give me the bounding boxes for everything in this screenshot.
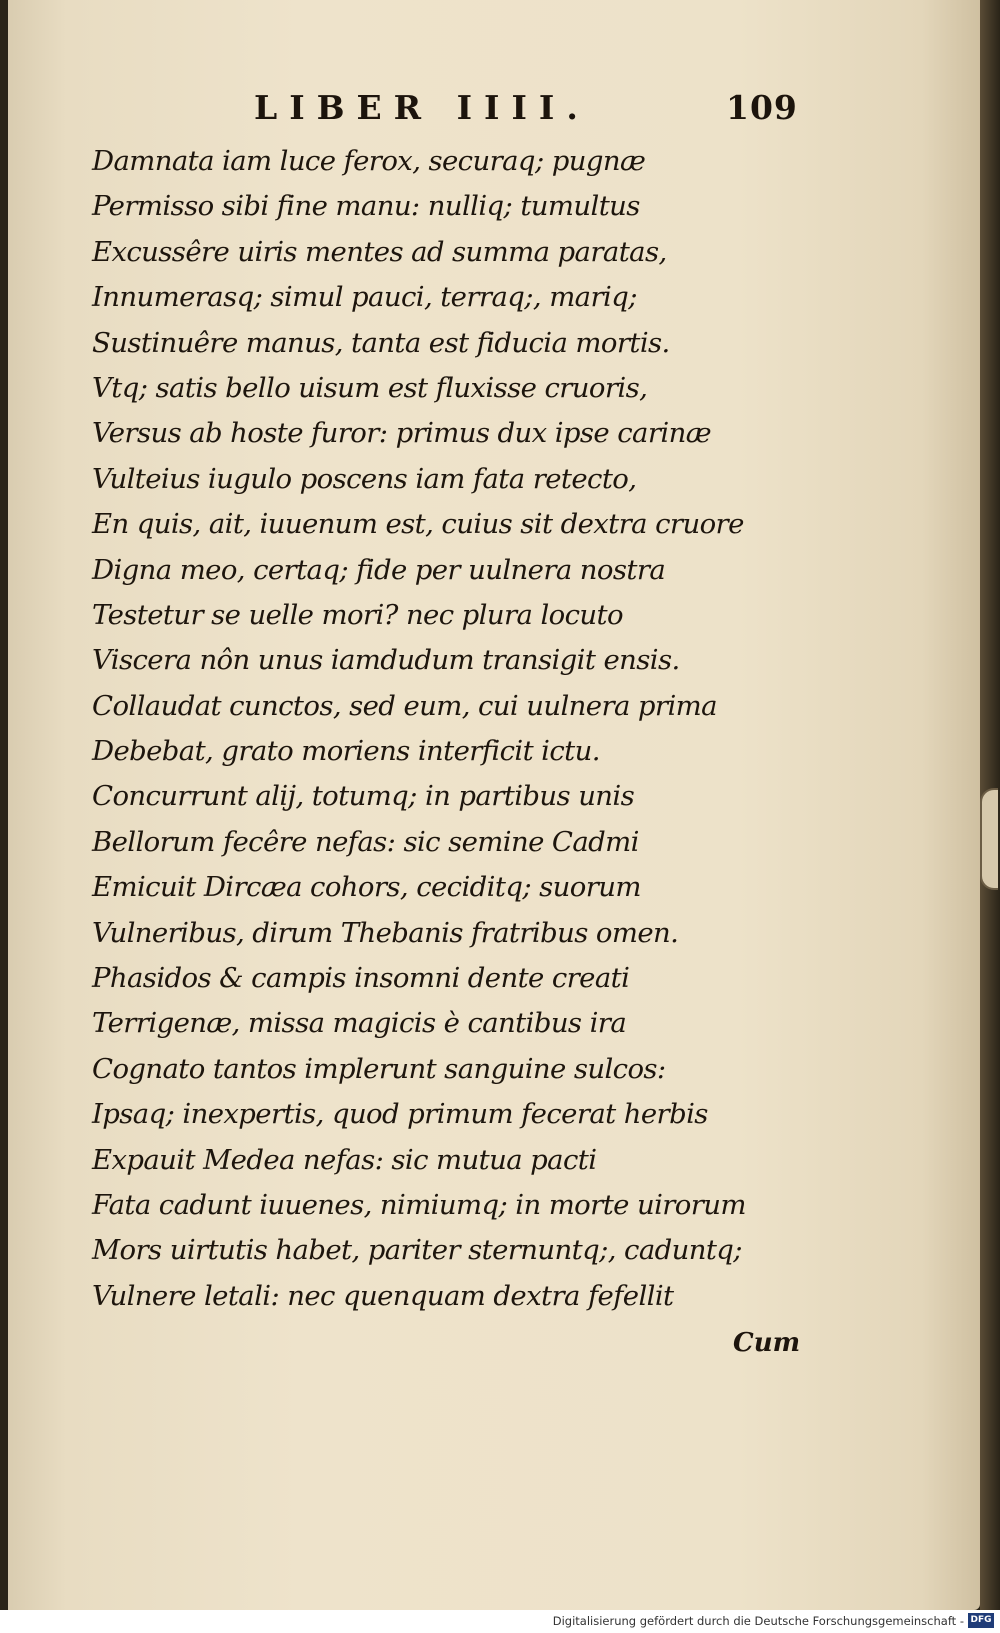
- verse-list: [92, 139, 772, 1319]
- verse-line: Vtq; satis bello uisum est fluxisse cruoris,: [92, 371, 648, 404]
- verse-line: Phasidos & campis insomni dente creati: [92, 962, 630, 995]
- verse-line: Cognato tantos implerunt sanguine sulcos:: [92, 1052, 666, 1085]
- book-page: [8, 0, 980, 1610]
- verse-line: Debebat, grato moriens interficit ictu.: [92, 735, 600, 768]
- verse-line: Ipsaq; inexpertis, quod primum fecerat herbis: [92, 1098, 708, 1131]
- folio-number: 109: [726, 88, 798, 127]
- verse-line: Collaudat cunctos, sed eum, cui uulnera prima: [92, 689, 717, 722]
- verse-line: Mors uirtutis habet, pariter sternuntq;, caduntq;: [92, 1234, 742, 1267]
- verse-line: Bellorum fecêre nefas: sic semine Cadmi: [92, 825, 639, 858]
- running-head: LIBER IIII.: [254, 88, 590, 127]
- verse-line: Testetur se uelle mori? nec plura locuto: [92, 598, 623, 631]
- verse-line: Damnata iam luce ferox, securaq; pugnæ: [92, 145, 646, 177]
- funding-credit: Digitalisierung gefördert durch die Deutsche Forschungsgemeinschaft -: [552, 1614, 964, 1628]
- verse-line: Fata cadunt iuuenes, nimiumq; in morte uirorum: [92, 1188, 746, 1221]
- catchword: Cum: [733, 1328, 801, 1358]
- verse-line: Digna meo, certaq; fide per uulnera nostra: [92, 553, 666, 586]
- verse-line: Terrigenæ, missa magicis è cantibus ira: [92, 1007, 627, 1040]
- verse-line: Excussêre uiris mentes ad summa paratas,: [92, 235, 667, 268]
- footer-bar: [0, 1610, 1000, 1633]
- verse-line: En quis, ait, iuuenum est, cuius sit dextra cruore: [92, 508, 744, 541]
- verse-line: Expauit Medea nefas: sic mutua pacti: [92, 1143, 597, 1176]
- verse-line: Emicuit Dircæa cohors, ceciditq; suorum: [92, 871, 641, 904]
- verse-line: Innumerasq; simul pauci, terraq;, mariq;: [92, 281, 637, 314]
- page-edge-tab: [980, 788, 998, 890]
- verse-line: Concurrunt alij, totumq; in partibus unis: [92, 780, 635, 813]
- verse-line: Sustinuêre manus, tanta est fiducia mortis.: [92, 326, 670, 359]
- verse-line: Vulnere letali: nec quenquam dextra fefellit: [92, 1279, 674, 1312]
- dfg-logo-icon: DFG: [968, 1613, 994, 1628]
- verse-line: Versus ab hoste furor: primus dux ipse carinæ: [92, 417, 711, 450]
- verse-line: Permisso sibi fine manu: nulliq; tumultus: [92, 190, 640, 223]
- verse-line: Vulneribus, dirum Thebanis fratribus omen.: [92, 916, 679, 949]
- verse-line: Viscera nôn unus iamdudum transigit ensis.: [92, 644, 680, 677]
- verse-line: Vulteius iugulo poscens iam fata retecto,: [92, 462, 637, 495]
